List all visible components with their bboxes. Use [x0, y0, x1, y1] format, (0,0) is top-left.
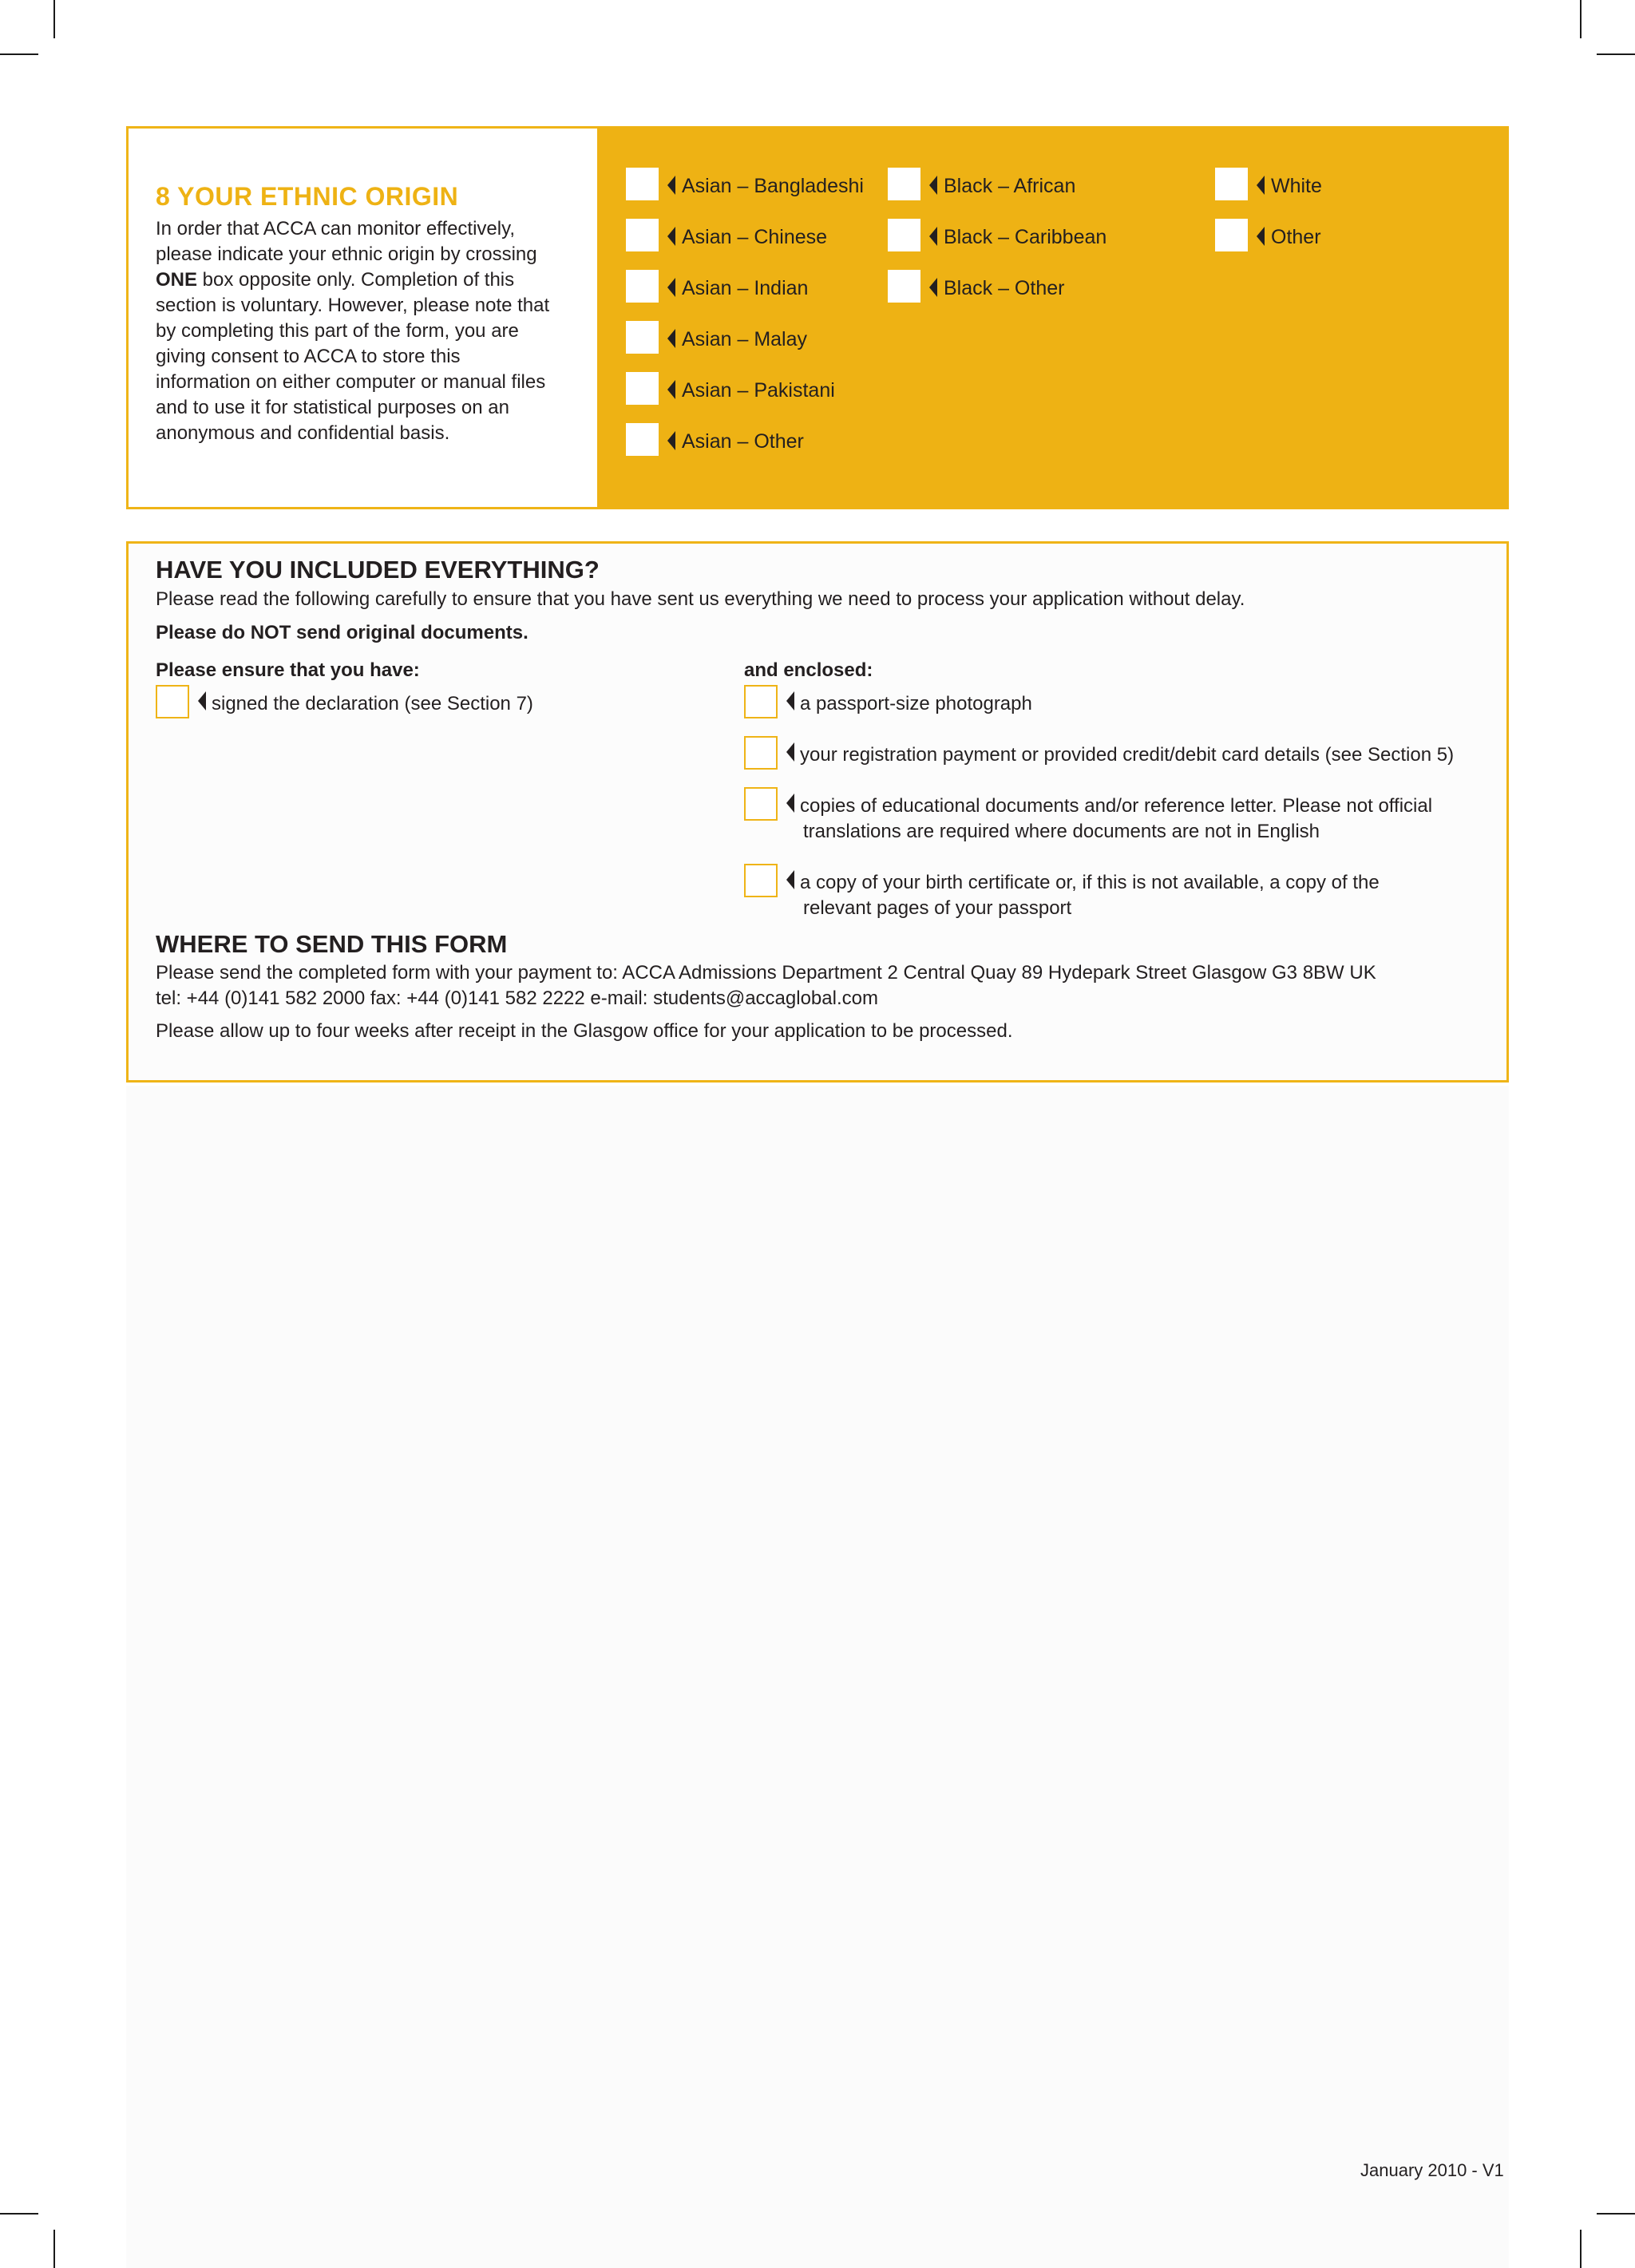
crop-mark	[0, 53, 38, 55]
pointer-arrow-icon	[667, 329, 675, 348]
checkbox[interactable]	[626, 270, 659, 303]
ethnic-section-title: 8 YOUR ETHNIC ORIGIN	[156, 182, 459, 211]
option-label: Black – Other	[944, 277, 1065, 299]
checklist-item-label: signed the declaration (see Section 7)	[212, 693, 533, 714]
enclosed-heading: and enclosed:	[744, 659, 873, 681]
label-line1: copies of educational documents and/or reference letter. Please not official	[800, 795, 1433, 817]
pointer-arrow-icon	[1257, 227, 1265, 246]
checkbox[interactable]	[888, 168, 920, 200]
checkbox[interactable]	[626, 423, 659, 456]
pointer-arrow-icon	[929, 227, 937, 246]
crop-mark	[1580, 0, 1582, 38]
checkbox[interactable]	[1215, 168, 1248, 200]
pointer-arrow-icon	[929, 176, 937, 195]
pointer-arrow-icon	[667, 176, 675, 195]
checklist-item-label: your registration payment or provided credit/debit card details (see Section 5)	[800, 744, 1455, 766]
pointer-arrow-icon	[667, 380, 675, 399]
checkbox[interactable]	[744, 864, 778, 897]
crop-mark	[0, 2213, 38, 2215]
option-label: Asian – Bangladeshi	[682, 175, 864, 197]
checkbox[interactable]	[744, 787, 778, 821]
option-label: Black – Caribbean	[944, 226, 1107, 248]
checkbox[interactable]	[888, 270, 920, 303]
checklist-title: HAVE YOU INCLUDED EVERYTHING?	[156, 556, 600, 584]
intro-text-part2: box opposite only. Completion of this section is voluntary. However, please note that by completing this part of the form, you are giving consent to ACCA to store this information on either computer or manual files and to use it for statistical purposes on an anonymous and confidential basis.	[156, 269, 550, 444]
crop-mark	[1597, 53, 1635, 55]
checklist-intro: Please read the following carefully to ensure that you have sent us everything we need to process your application without delay.	[156, 588, 1245, 610]
intro-text-part1: In order that ACCA can monitor effectively, please indicate your ethnic origin by crossing	[156, 218, 537, 265]
option-label: Asian – Chinese	[682, 226, 828, 248]
option-label: Black – African	[944, 175, 1076, 197]
checkbox[interactable]	[626, 321, 659, 354]
checklist-warning: Please do NOT send original documents.	[156, 622, 529, 643]
pointer-arrow-icon	[786, 794, 794, 813]
checkbox[interactable]	[888, 219, 920, 251]
pointer-arrow-icon	[667, 278, 675, 297]
pointer-arrow-icon	[198, 691, 206, 710]
checklist-item-label: a passport-size photograph	[800, 693, 1032, 714]
send-address-line1: Please send the completed form with your payment to: ACCA Admissions Department 2 Central Quay 89 Hydepark Street Glasgow G3 8BW UK	[156, 962, 1376, 984]
checkbox[interactable]	[626, 219, 659, 251]
option-label: Asian – Other	[682, 430, 804, 453]
checkbox[interactable]	[744, 736, 778, 770]
option-label: Asian – Pakistani	[682, 379, 835, 402]
label-line2: translations are required where documents are not in English	[803, 821, 1320, 842]
checkbox[interactable]	[744, 685, 778, 718]
send-section-title: WHERE TO SEND THIS FORM	[156, 930, 508, 958]
option-label: Asian – Malay	[682, 328, 808, 350]
pointer-arrow-icon	[786, 742, 794, 762]
form-version: January 2010 - V1	[1360, 2160, 1504, 2180]
ensure-heading: Please ensure that you have:	[156, 659, 420, 681]
pointer-arrow-icon	[667, 431, 675, 450]
send-contact-line: tel: +44 (0)141 582 2000 fax: +44 (0)141 582 2222 e-mail: students@accaglobal.com	[156, 988, 878, 1009]
label-line2: relevant pages of your passport	[803, 897, 1072, 919]
crop-mark	[53, 2230, 55, 2268]
option-label: Other	[1271, 226, 1321, 248]
checklist-item-label	[800, 794, 1432, 845]
crop-mark	[1597, 2213, 1635, 2215]
page-background-shade	[126, 1086, 1509, 2268]
intro-text-bold: ONE	[156, 269, 198, 291]
processing-note: Please allow up to four weeks after receipt in the Glasgow office for your application to be processed.	[156, 1020, 1013, 1042]
option-label: Asian – Indian	[682, 277, 809, 299]
crop-mark	[1580, 2230, 1582, 2268]
checkbox[interactable]	[1215, 219, 1248, 251]
pointer-arrow-icon	[1257, 176, 1265, 195]
checkbox[interactable]	[626, 372, 659, 405]
option-label: White	[1271, 175, 1322, 197]
ethnic-section-intro	[156, 216, 555, 446]
label-line1: a copy of your birth certificate or, if this is not available, a copy of the	[800, 872, 1380, 893]
pointer-arrow-icon	[786, 870, 794, 889]
checkbox[interactable]	[156, 685, 189, 718]
pointer-arrow-icon	[786, 691, 794, 710]
crop-mark	[53, 0, 55, 38]
pointer-arrow-icon	[929, 278, 937, 297]
pointer-arrow-icon	[667, 227, 675, 246]
checkbox[interactable]	[626, 168, 659, 200]
checklist-item-label	[800, 870, 1380, 921]
